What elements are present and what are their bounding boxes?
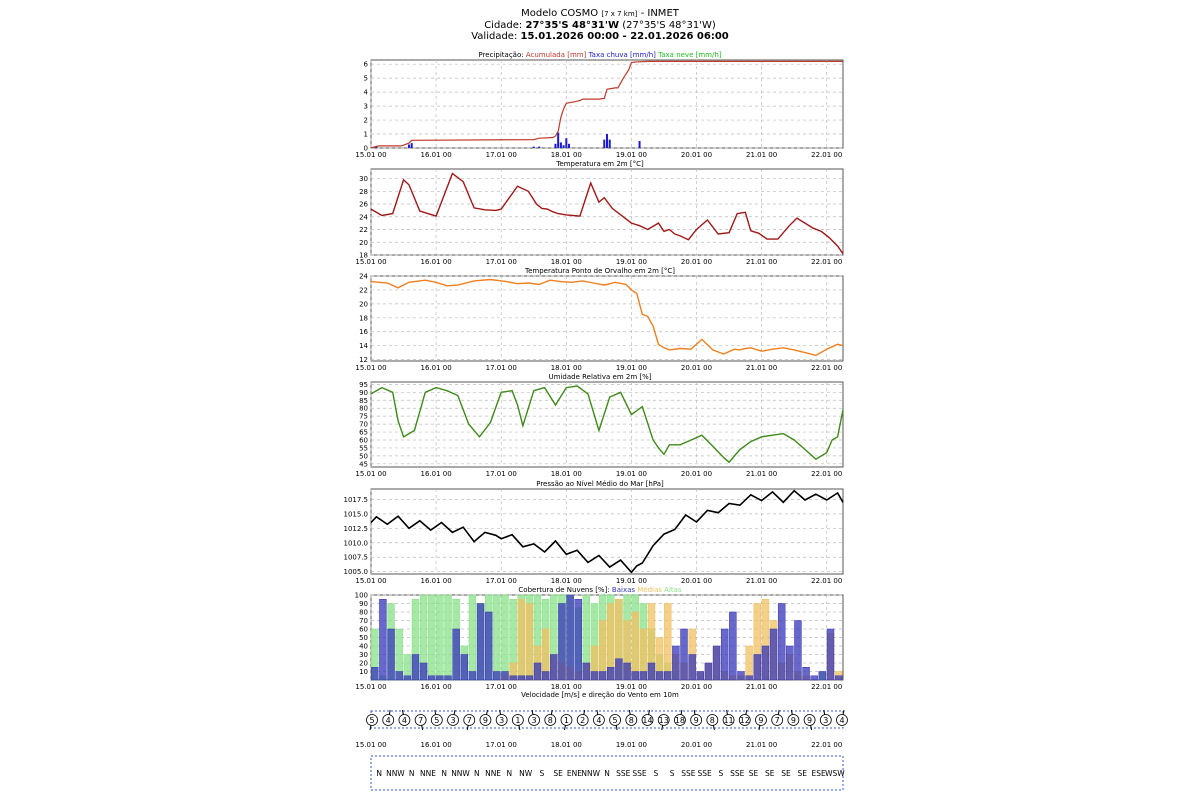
cloud-high-bar xyxy=(445,595,452,680)
cloud-low-bar xyxy=(510,676,517,680)
wind-direction-label: NNW xyxy=(451,769,470,778)
x-tick-label: 17.01 00 xyxy=(485,683,517,691)
cloud-low-bar xyxy=(379,599,386,680)
y-tick-label: 40 xyxy=(359,642,368,651)
wind-direction-label: N xyxy=(506,769,513,778)
x-tick-label: 15.01 00 xyxy=(355,577,387,585)
rain-bar xyxy=(560,142,562,148)
wind-speed-label: 1 xyxy=(563,716,570,725)
cloud-low-bar xyxy=(729,612,736,680)
rain-bar xyxy=(603,140,605,148)
cloud-low-bar xyxy=(371,667,378,680)
x-tick-label: 17.01 00 xyxy=(485,577,517,585)
cloud-low-bar xyxy=(811,676,818,680)
cloud-low-bar xyxy=(697,672,704,681)
wind-speed-label: 2 xyxy=(580,716,586,725)
x-tick-label: 18.01 00 xyxy=(550,683,582,691)
y-tick-label: 85 xyxy=(359,396,368,405)
cloud-low-bar xyxy=(428,676,435,680)
plot-frame xyxy=(371,489,843,574)
y-tick-label: 1012.5 xyxy=(343,524,368,533)
y-tick-label: 60 xyxy=(359,625,368,634)
x-tick-label: 21.01 00 xyxy=(746,741,778,749)
cloud-low-bar xyxy=(477,604,484,681)
x-tick-label: 18.01 00 xyxy=(550,364,582,372)
y-tick-label: 45 xyxy=(359,460,368,469)
y-tick-label: 28 xyxy=(359,187,368,196)
legend-entry: Precipitação: xyxy=(478,51,526,59)
cloud-low-bar xyxy=(567,595,574,680)
cloud-low-bar xyxy=(835,676,842,680)
cloud-mid-bar xyxy=(599,621,606,681)
wind-speed-label: 8 xyxy=(709,716,715,725)
y-tick-label: 100 xyxy=(354,591,368,600)
cloud-low-bar xyxy=(461,655,468,681)
x-tick-label: 20.01 00 xyxy=(680,364,713,372)
x-tick-label: 16.01 00 xyxy=(420,741,452,749)
y-tick-label: 22 xyxy=(359,286,368,295)
y-tick-label: 60 xyxy=(359,436,368,445)
wind-direction-label: SSE xyxy=(616,769,631,778)
wind-direction-label: N xyxy=(604,769,610,778)
y-tick-label: 20 xyxy=(359,659,368,668)
wind-speed-label: 9 xyxy=(482,716,488,725)
y-tick-label: 30 xyxy=(359,175,368,184)
wind-speed-label: 13 xyxy=(658,716,669,725)
x-tick-label: 19.01 00 xyxy=(615,741,647,749)
cloud-low-bar xyxy=(689,655,696,681)
model-resolution: [7 x 7 km] xyxy=(601,10,638,18)
wind-direction-label: SSE xyxy=(730,769,745,778)
wind-speed-label: 8 xyxy=(628,716,634,725)
x-tick-label: 17.01 00 xyxy=(485,470,517,478)
panel-0 xyxy=(355,51,843,159)
panel-5 xyxy=(355,586,843,691)
cloud-high-bar xyxy=(493,595,500,680)
y-tick-label: 2 xyxy=(363,116,368,125)
x-tick-label: 19.01 00 xyxy=(615,577,647,585)
cloud-high-bar xyxy=(502,595,509,680)
cloud-low-bar xyxy=(721,629,728,680)
cloud-low-bar xyxy=(778,604,785,681)
wind-direction-label: NW xyxy=(519,769,533,778)
x-tick-label: 22.01 00 xyxy=(811,741,843,749)
y-tick-label: 80 xyxy=(359,404,368,413)
cloud-low-bar xyxy=(412,655,419,681)
cloud-low-bar xyxy=(819,672,826,681)
cloud-low-bar xyxy=(420,663,427,680)
model-name: Modelo COSMO xyxy=(521,8,599,19)
y-tick-label: 1 xyxy=(363,130,368,139)
x-tick-label: 18.01 00 xyxy=(550,470,582,478)
y-tick-label: 70 xyxy=(359,420,368,429)
validity-label: Validade: xyxy=(471,31,518,42)
wind-direction-label: S xyxy=(669,769,675,778)
y-tick-label: 26 xyxy=(359,200,368,209)
rain-bar xyxy=(538,147,540,148)
x-tick-label: 16.01 00 xyxy=(420,258,452,266)
wind-speed-label: 7 xyxy=(418,716,424,725)
y-tick-label: 18 xyxy=(359,314,368,323)
x-tick-label: 22.01 00 xyxy=(811,151,843,159)
cloud-low-bar xyxy=(705,663,712,680)
x-tick-label: 18.01 00 xyxy=(550,151,582,159)
wind-direction-label: NNW xyxy=(581,769,601,778)
legend-entry: Taxa neve [mm/h] xyxy=(658,51,722,59)
cloud-low-bar xyxy=(591,672,598,681)
cloud-low-bar xyxy=(794,621,801,681)
wind-direction-label: NNE xyxy=(485,769,502,778)
wind-speed-label: 7 xyxy=(466,716,472,725)
wind-direction-label: S xyxy=(653,769,659,778)
wind-speed-label: 4 xyxy=(596,716,602,725)
x-tick-label: 21.01 00 xyxy=(746,364,778,372)
wind-direction-label: SE xyxy=(553,769,563,778)
x-tick-label: 18.01 00 xyxy=(550,577,582,585)
y-tick-label: 5 xyxy=(363,74,368,83)
cloud-low-bar xyxy=(648,663,655,680)
cloud-low-bar xyxy=(770,629,777,680)
rain-bar xyxy=(533,147,535,148)
panel-title: Temperatura em 2m [°C] xyxy=(556,160,644,168)
cloud-low-bar xyxy=(436,676,443,680)
wind-speed-label: 4 xyxy=(401,716,407,725)
wind-speed-label: 9 xyxy=(790,716,796,725)
cloud-low-bar xyxy=(388,629,395,680)
x-tick-label: 21.01 00 xyxy=(746,577,778,585)
cloud-low-bar xyxy=(526,676,533,680)
x-tick-label: 21.01 00 xyxy=(746,258,778,266)
plot-frame xyxy=(371,382,843,467)
x-tick-label: 22.01 00 xyxy=(811,470,843,478)
x-tick-label: 19.01 00 xyxy=(615,364,647,372)
y-tick-label: 22 xyxy=(359,226,368,235)
panel-3 xyxy=(355,373,843,478)
wind-speed-label: 1 xyxy=(515,716,521,725)
precip-title xyxy=(478,51,721,59)
y-tick-label: 14 xyxy=(359,342,368,351)
rain-bar xyxy=(411,143,413,148)
x-tick-label: 15.01 00 xyxy=(355,683,387,691)
x-tick-label: 20.01 00 xyxy=(680,577,713,585)
wind-direction-label: N xyxy=(408,769,415,778)
legend-entry: Médias xyxy=(637,586,665,594)
cloud-low-bar xyxy=(502,672,509,681)
cloud-low-bar xyxy=(713,646,720,680)
wind-direction-label: NNE xyxy=(419,769,436,778)
wind-direction-label: S xyxy=(718,769,724,778)
wind-title: Velocidade [m/s] e direção do Vento em 10m xyxy=(521,691,679,699)
x-tick-label: 19.01 00 xyxy=(615,683,647,691)
x-tick-label: 15.01 00 xyxy=(355,741,387,749)
y-tick-label: 1015.0 xyxy=(343,510,368,519)
wind-speed-label: 3 xyxy=(450,716,456,725)
wind-direction-label: ENE xyxy=(566,769,582,778)
x-tick-label: 17.01 00 xyxy=(485,258,517,266)
x-tick-label: 19.01 00 xyxy=(615,470,647,478)
y-tick-label: 80 xyxy=(359,608,368,617)
cloud-low-bar xyxy=(485,612,492,680)
wind-speed-label: 7 xyxy=(774,716,780,725)
y-tick-label: 1007.5 xyxy=(343,553,368,562)
cloud-low-bar xyxy=(615,659,622,680)
y-tick-label: 95 xyxy=(359,380,368,389)
cloud-mid-bar xyxy=(664,604,671,681)
x-tick-label: 22.01 00 xyxy=(811,683,843,691)
city-coords: 27°35'S 48°31'W xyxy=(525,20,619,31)
cloud-low-bar xyxy=(640,672,647,681)
y-tick-label: 4 xyxy=(363,88,368,97)
rain-bar xyxy=(408,145,410,148)
cloud-low-bar xyxy=(632,672,639,681)
y-tick-label: 90 xyxy=(359,388,368,397)
rain-bar xyxy=(563,145,565,148)
x-tick-label: 15.01 00 xyxy=(355,364,387,372)
plot-frame xyxy=(371,276,843,361)
x-tick-label: 16.01 00 xyxy=(420,577,452,585)
y-tick-label: 24 xyxy=(359,272,368,281)
wind-speed-label: 8 xyxy=(547,716,553,725)
cloud-low-bar xyxy=(827,629,834,680)
cloud-low-bar xyxy=(558,604,565,681)
x-tick-label: 22.01 00 xyxy=(811,364,843,372)
rain-bar xyxy=(565,138,567,148)
x-tick-label: 21.01 00 xyxy=(746,470,778,478)
cloud-low-bar xyxy=(583,663,590,680)
wind-speed-label: 5 xyxy=(434,716,440,725)
x-tick-label: 20.01 00 xyxy=(680,470,713,478)
cloud-mid-bar xyxy=(632,612,639,680)
cloud-low-bar xyxy=(762,646,769,680)
model-source: - INMET xyxy=(640,8,679,19)
wind-direction-label: SSE xyxy=(681,769,696,778)
x-tick-label: 19.01 00 xyxy=(615,151,647,159)
x-tick-label: 18.01 00 xyxy=(550,741,582,749)
city-label: Cidade: xyxy=(484,20,523,31)
rain-bar xyxy=(609,140,611,148)
rain-bar xyxy=(639,141,641,148)
cloud-low-bar xyxy=(575,599,582,680)
cloud-low-bar xyxy=(469,672,476,681)
x-tick-label: 21.01 00 xyxy=(746,151,778,159)
rain-bar xyxy=(557,133,559,148)
cloud-low-bar xyxy=(786,646,793,680)
y-tick-label: 1010.0 xyxy=(343,539,368,548)
cloud-mid-bar xyxy=(526,604,533,681)
y-tick-label: 90 xyxy=(359,600,368,608)
legend-entry: Baixas xyxy=(611,586,638,594)
x-tick-label: 17.01 00 xyxy=(485,741,517,749)
y-tick-label: 20 xyxy=(359,238,368,247)
cloud-low-bar xyxy=(599,672,606,681)
wind-direction-label: N xyxy=(376,769,382,778)
y-tick-label: 75 xyxy=(359,412,368,421)
cloud-low-bar xyxy=(453,629,460,680)
wind-direction-label: SE xyxy=(765,769,775,778)
x-tick-label: 16.01 00 xyxy=(420,470,452,478)
panel-title: Pressão ao Nível Médio do Mar [hPa] xyxy=(536,480,664,488)
wind-speed-label: 9 xyxy=(758,716,764,725)
city-coords-alt: (27°35'S 48°31'W) xyxy=(622,20,716,31)
legend-entry: Acumulada [mm] xyxy=(525,51,589,59)
x-tick-label: 22.01 00 xyxy=(811,577,843,585)
cloud-low-bar xyxy=(534,663,541,680)
y-tick-label: 10 xyxy=(359,668,368,676)
x-tick-label: 19.01 00 xyxy=(615,258,647,266)
wind-speed-label: 3 xyxy=(823,716,829,725)
x-tick-label: 15.01 00 xyxy=(355,151,387,159)
wind-direction-label: N xyxy=(441,769,448,778)
cloud-low-bar xyxy=(738,672,745,681)
wind-speed-label: 4 xyxy=(385,716,391,725)
y-tick-label: 3 xyxy=(363,102,368,111)
cloud-high-bar xyxy=(436,595,443,680)
wind-speed-label: 3 xyxy=(499,716,505,725)
y-tick-label: 0 xyxy=(363,144,368,153)
wind-direction-label: SSE xyxy=(632,769,647,778)
y-tick-label: 30 xyxy=(359,651,368,659)
panel-title: Temperatura Ponto de Orvalho em 2m [°C] xyxy=(524,267,676,275)
cloud-high-bar xyxy=(469,595,476,680)
cloud-low-bar xyxy=(542,672,549,681)
cloud-low-bar xyxy=(681,629,688,680)
wind-direction-label: WSW xyxy=(825,769,845,778)
cloud-low-bar xyxy=(550,655,557,681)
x-tick-label: 15.01 00 xyxy=(355,470,387,478)
x-tick-label: 20.01 00 xyxy=(680,258,713,266)
cloud-low-bar xyxy=(396,672,403,681)
cloud-title xyxy=(518,586,682,594)
cloud-low-bar xyxy=(664,672,671,681)
cloud-low-bar xyxy=(518,676,525,680)
wind-speed-label: 14 xyxy=(642,716,653,725)
y-tick-label: 20 xyxy=(359,300,368,309)
x-tick-label: 16.01 00 xyxy=(420,364,452,372)
x-tick-label: 21.01 00 xyxy=(746,683,778,691)
wind-speed-label: 5 xyxy=(612,716,618,725)
cloud-low-bar xyxy=(754,655,761,681)
wind-direction-label: SE xyxy=(781,769,791,778)
rain-bar xyxy=(554,144,556,148)
panel-1 xyxy=(355,160,843,266)
y-tick-label: 65 xyxy=(359,428,368,437)
panel-2 xyxy=(355,267,843,372)
panel-title: Umidade Relativa em 2m [%] xyxy=(548,373,652,381)
wind-direction-label: SE xyxy=(748,769,759,778)
y-tick-label: 50 xyxy=(359,452,368,461)
x-tick-label: 17.01 00 xyxy=(485,151,517,159)
legend-entry: Taxa chuva [mm/h] xyxy=(588,51,659,59)
legend-entry: Cobertura de Nuvens [%]: xyxy=(518,586,612,594)
cloud-low-bar xyxy=(746,676,753,680)
wind-speed-label: 4 xyxy=(839,716,845,725)
y-tick-label: 12 xyxy=(359,356,368,365)
y-tick-label: 1005.0 xyxy=(343,568,368,577)
wind-direction-label: ESE xyxy=(811,769,826,778)
cloud-low-bar xyxy=(656,672,663,681)
wind-speed-label: 9 xyxy=(693,716,699,725)
cloud-low-bar xyxy=(672,646,679,680)
y-tick-label: 55 xyxy=(359,444,368,453)
wind-direction-label: NNW xyxy=(386,769,405,778)
wind-speed-label: 11 xyxy=(723,716,734,725)
cloud-high-bar xyxy=(428,595,435,680)
y-tick-label: 6 xyxy=(363,60,368,69)
rain-bar xyxy=(568,144,570,148)
y-tick-label: 18 xyxy=(359,251,368,260)
wind-speed-label: 9 xyxy=(807,716,813,725)
cloud-low-bar xyxy=(803,667,810,680)
y-tick-label: 1017.5 xyxy=(343,495,368,504)
x-tick-label: 17.01 00 xyxy=(485,364,517,372)
y-tick-label: 24 xyxy=(359,213,368,222)
x-tick-label: 20.01 00 xyxy=(680,741,713,749)
wind-speed-label: 12 xyxy=(739,716,750,725)
wind-direction-label: SE xyxy=(797,769,808,778)
wind-direction-label: SSE xyxy=(697,769,712,778)
x-tick-label: 18.01 00 xyxy=(550,258,582,266)
x-tick-label: 15.01 00 xyxy=(355,258,387,266)
rain-bar xyxy=(606,134,608,148)
wind-direction-label: S xyxy=(539,769,545,778)
validity-range: 15.01.2026 00:00 - 22.01.2026 06:00 xyxy=(520,31,729,42)
cloud-low-bar xyxy=(445,676,452,680)
cloud-mid-bar xyxy=(746,646,753,680)
wind-direction-label: N xyxy=(473,769,480,778)
x-tick-label: 16.01 00 xyxy=(420,683,452,691)
cloud-low-bar xyxy=(493,672,500,681)
wind-panel xyxy=(355,691,847,790)
x-tick-label: 20.01 00 xyxy=(680,683,713,691)
cloud-low-bar xyxy=(607,667,614,680)
wind-speed-label: 5 xyxy=(369,716,375,725)
legend-entry: Altas xyxy=(664,586,682,594)
cloud-mid-bar xyxy=(518,599,525,680)
x-tick-label: 22.01 00 xyxy=(811,258,843,266)
y-tick-label: 70 xyxy=(359,617,368,625)
y-tick-label: 16 xyxy=(359,328,368,337)
x-tick-label: 20.01 00 xyxy=(680,151,713,159)
cloud-low-bar xyxy=(404,676,411,680)
x-tick-label: 16.01 00 xyxy=(420,151,452,159)
panel-4 xyxy=(344,480,844,585)
cloud-low-bar xyxy=(624,663,631,680)
y-tick-label: 50 xyxy=(359,634,368,642)
wind-speed-label: 3 xyxy=(531,716,537,725)
wind-speed-label: 18 xyxy=(674,716,686,725)
